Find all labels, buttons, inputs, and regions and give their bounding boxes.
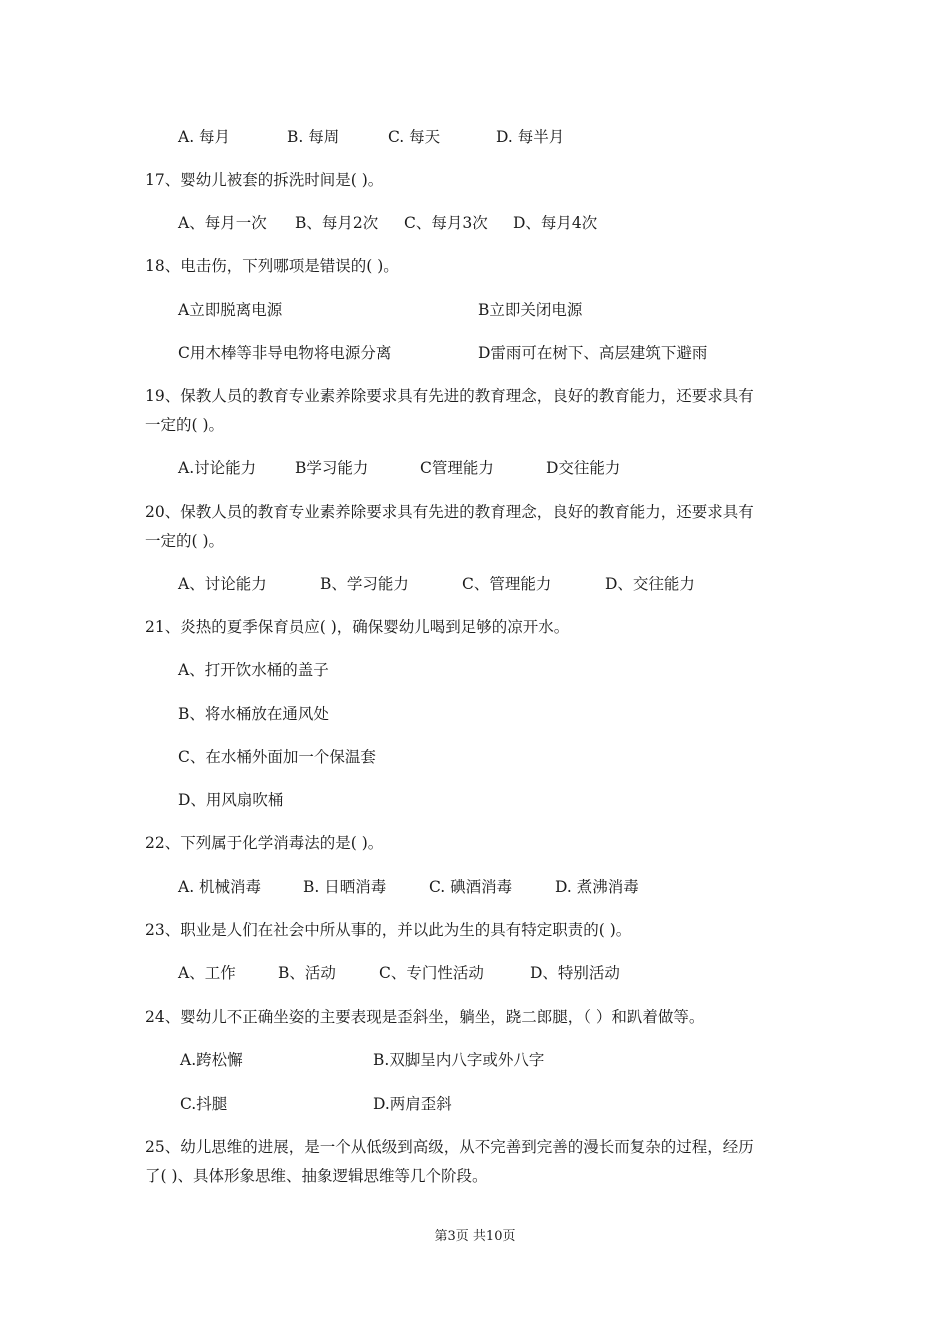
q20-option-a: A、讨论能力 xyxy=(178,575,267,593)
q18-option-d: D雷雨可在树下、高层建筑下避雨 xyxy=(478,344,708,362)
question-25-stem: 25、幼儿思维的进展，是一个从低级到高级，从不完善到完善的漫长而复杂的过程，经历 xyxy=(145,1138,754,1156)
q21-option-d: D、用风扇吹桶 xyxy=(178,791,284,809)
option-d: D. 每半月 xyxy=(496,128,565,146)
question-19-stem: 19、保教人员的教育专业素养除要求具有先进的教育理念，良好的教育能力，还要求具有 xyxy=(145,387,754,405)
q23-option-c: C、专门性活动 xyxy=(379,964,484,982)
q19-option-c: C管理能力 xyxy=(420,459,494,477)
q17-option-a: A、每月一次 xyxy=(178,214,267,232)
q24-option-d: D.两肩歪斜 xyxy=(373,1095,452,1113)
option-a: A. 每月 xyxy=(178,128,231,146)
q20-option-c: C、管理能力 xyxy=(462,575,552,593)
q21-option-c: C、在水桶外面加一个保温套 xyxy=(178,748,376,766)
q18-option-b: B立即关闭电源 xyxy=(478,301,583,319)
option-c: C. 每天 xyxy=(388,128,441,146)
q19-option-a: A.讨论能力 xyxy=(178,459,257,477)
q19-option-b: B学习能力 xyxy=(295,459,369,477)
q17-option-d: D、每月4次 xyxy=(513,214,598,232)
page-number-footer: 第3页 共10页 xyxy=(434,1229,516,1244)
q24-option-b: B.双脚呈内八字或外八字 xyxy=(373,1051,545,1069)
q23-option-b: B、活动 xyxy=(278,964,336,982)
question-17-stem: 17、婴幼儿被套的拆洗时间是( )。 xyxy=(145,171,384,189)
question-21-stem: 21、炎热的夏季保育员应( )，确保婴幼儿喝到足够的凉开水。 xyxy=(145,618,570,636)
q22-option-d: D. 煮沸消毒 xyxy=(555,878,639,896)
q21-option-a: A、打开饮水桶的盖子 xyxy=(178,661,329,679)
q22-option-b: B. 日晒消毒 xyxy=(303,878,387,896)
q18-option-c: C用木棒等非导电物将电源分离 xyxy=(178,344,392,362)
question-20-stem-cont: 一定的( )。 xyxy=(145,532,225,550)
q17-option-b: B、每月2次 xyxy=(295,214,379,232)
question-25-stem-cont: 了( )、具体形象思维、抽象逻辑思维等几个阶段。 xyxy=(145,1167,488,1185)
question-24-stem: 24、婴幼儿不正确坐姿的主要表现是歪斜坐，躺坐，跷二郎腿，（ ）和趴着做等。 xyxy=(145,1008,705,1026)
q22-option-a: A. 机械消毒 xyxy=(178,878,262,896)
q17-option-c: C、每月3次 xyxy=(404,214,488,232)
q22-option-c: C. 碘酒消毒 xyxy=(429,878,513,896)
q20-option-d: D、交往能力 xyxy=(605,575,695,593)
q20-option-b: B、学习能力 xyxy=(320,575,409,593)
q24-option-c: C.抖腿 xyxy=(180,1095,228,1113)
question-20-stem: 20、保教人员的教育专业素养除要求具有先进的教育理念，良好的教育能力，还要求具有 xyxy=(145,503,754,521)
q23-option-a: A、工作 xyxy=(178,964,236,982)
question-18-stem: 18、电击伤，下列哪项是错误的( )。 xyxy=(145,257,399,275)
question-19-stem-cont: 一定的( )。 xyxy=(145,416,225,434)
q21-option-b: B、将水桶放在通风处 xyxy=(178,705,329,723)
option-b: B. 每周 xyxy=(287,128,340,146)
question-22-stem: 22、下列属于化学消毒法的是( )。 xyxy=(145,834,384,852)
q19-option-d: D交往能力 xyxy=(546,459,621,477)
q24-option-a: A.跨松懈 xyxy=(180,1051,243,1069)
q18-option-a: A立即脱离电源 xyxy=(178,301,283,319)
question-23-stem: 23、职业是人们在社会中所从事的，并以此为生的具有特定职责的( )。 xyxy=(145,921,632,939)
q23-option-d: D、特别活动 xyxy=(530,964,620,982)
